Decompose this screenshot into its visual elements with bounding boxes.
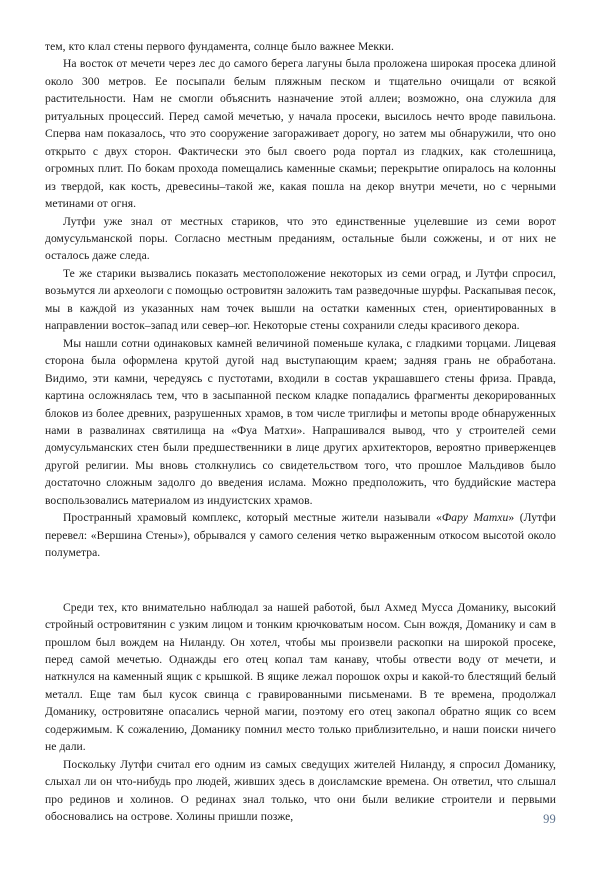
paragraph-with-italic-term: Пространный храмовый комплекс, который местные жители называли «Фару Матхи» (Лутфи перевел: «Вершина Стены»), обрывался у самого селения четко выраженным откосом высотой около полуметра. — [45, 511, 556, 560]
paragraph: Мы нашли сотни одинаковых камней величиной поменьше кулака, с гладкими торцами. Лицевая сторона была оформлена крутой дугой над выступающим краем; задняя грань не обработана. Видимо, эти камни, чередуясь с пустотами, входили в состав украшавшего стены фриза. Правда, картина осложнялась тем, что в засыпанной песком кладке попадались фрагменты декорированных блоков из более древних, разрушенных храмов, в том числе триглифы и метопы вроде обнаруженных нами в развалинах святилища на «Фуа Матхи». Напрашивался вывод, что у строителей семи домусульманских стен были предшественники в лице других архитекторов, вероятно приверженцев другой религии. Мы вновь столкнулись со свидетельством того, что прошлое Мальдивов было достаточно сложным задолго до введения ислама. Можно предположить, что буддийские мастера воспользовались материалом из индуистских храмов. — [45, 336, 556, 507]
paragraph: Лутфи уже знал от местных стариков, что это единственные уцелевшие из семи ворот домусульманской поры. Согласно местным преданиям, остальные были сожжены, и от них не осталось даже следа. — [45, 214, 556, 263]
section-break — [45, 562, 556, 599]
paragraph: Поскольку Лутфи считал его одним из самых сведущих жителей Ниланду, я спросил Доманику, слыхал ли он что-нибудь про людей, живших здесь в доисламские времена. Он ответил, что слышал про рединов и холинов. О рединах знал только, что они были великие строители и первыми обосновались на острове. Холины пришли позже, — [45, 757, 556, 824]
paragraph: Те же старики вызвались показать местоположение некоторых из семи оград, и Лутфи спросил, возьмутся ли археологи с помощью островитян заложить там разведочные шурфы. Раскапывая песок, мы в каждой из указанных нам точек вышли на остатки каменных стен, ориентированных в направлении восток–запад или север–юг. Некоторые стены сохранили следы красивого декора. — [45, 266, 556, 333]
italic-term: Фару Матхи — [441, 511, 509, 525]
paragraph: Среди тех, кто внимательно наблюдал за нашей работой, был Ахмед Мусса Доманику, высокий стройный островитянин с узким лицом и тонким крючковатым носом. Сын вождя, Доманику и сам в прошлом был вождем на Ниланду. Он хотел, чтобы мы произвели раскопки на широкой просеке, перед самой мечетью. Однажды его отец копал там канаву, чтобы отвести воду от мечети, и наткнулся на каменный ящик с крышкой. В ящике лежал порошок охры и какой-то блестящий белый металл. Еще там был кусок свинца с гравированными письменами. В те времена, продолжал Доманику, островитяне опасались черной магии, поэтому его отец закопал обратно ящик со всем содержимым. К сожалению, Доманику помнил место только приблизительно, и наши поиски ничего не дали. — [45, 600, 556, 754]
paragraph: На восток от мечети через лес до самого берега лагуны была проложена широкая просека длиной около 300 метров. Ее посыпали белым пляжным песком и тщательно очищали от всякой растительности. Нам не смогли объяснить назначение этой аллеи; возможно, она служила для ритуальных процессий. Перед самой мечетью, у начала просеки, высилось нечто вроде павильона. Сперва нам показалось, что это сооружение загораживает дорогу, но затем мы обнаружили, что оно открыто с двух сторон. Фактически это был своего рода портал из гладких, как столешница, огромных плит. По бокам прохода помещались каменные скамьи; перекрытие опиралось на колонны из твердой, как кость, древесины–такой же, какая пошла на декор внутри мечети, но с черными метинами от огня. — [45, 57, 556, 211]
paragraph-continuation: тем, кто клал стены первого фундамента, солнце было важнее Мекки. — [45, 40, 394, 53]
body-text-column — [45, 38, 556, 825]
page-number: 99 — [543, 812, 556, 826]
